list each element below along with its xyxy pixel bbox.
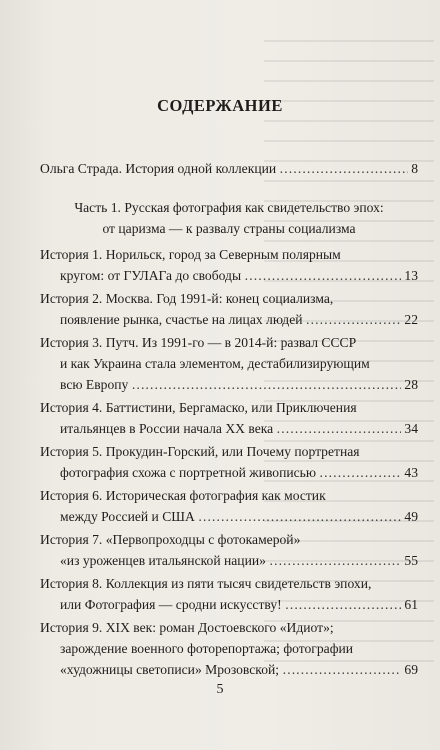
toc-entry-line xyxy=(40,158,418,179)
toc-page-number: 13 xyxy=(404,268,418,283)
toc-page-number: 49 xyxy=(404,509,418,524)
toc-entry-text: История 8. Коллекция из пяти тысяч свидетельств эпохи, xyxy=(40,576,372,591)
toc-entry-line xyxy=(40,659,418,680)
toc-page-number: 43 xyxy=(404,465,418,480)
toc-entry-text: или Фотография — сродни искусству! xyxy=(60,597,282,612)
toc-page-number: 22 xyxy=(404,312,418,327)
toc-entry-line xyxy=(40,506,418,527)
toc-entry-story-4[interactable] xyxy=(40,397,418,439)
toc-entry-line xyxy=(40,288,418,309)
toc-entry-line xyxy=(40,353,418,374)
toc-entry-line xyxy=(40,418,418,439)
toc-entry-text: всю Европу xyxy=(60,377,129,392)
toc-entry-story-1[interactable] xyxy=(40,244,418,286)
leader-dots xyxy=(269,550,401,571)
toc-page-number: 69 xyxy=(404,662,418,677)
toc-entry-text: и как Украина стала элементом, дестабилизирующим xyxy=(60,356,370,371)
toc-entry-line xyxy=(40,617,418,638)
toc-entry-intro[interactable] xyxy=(40,158,418,179)
toc-entry-text: фотография схожа с портретной живописью xyxy=(60,465,317,480)
toc-page-number: 28 xyxy=(404,377,418,392)
toc-entry-text: История 1. Норильск, город за Северным полярным xyxy=(40,247,341,262)
toc-entry-line xyxy=(40,441,418,462)
toc-entry-story-5[interactable] xyxy=(40,441,418,483)
toc-entry-text: История 9. XIX век: роман Достоевского «Идиот»; xyxy=(40,620,334,635)
toc-entry-line xyxy=(40,309,418,330)
toc-entry-line xyxy=(40,573,418,594)
toc-entry-story-9[interactable] xyxy=(40,617,418,680)
toc-entry-line xyxy=(40,550,418,571)
leader-dots xyxy=(276,418,401,439)
toc-entry-story-7[interactable] xyxy=(40,529,418,571)
leader-dots xyxy=(319,462,401,483)
toc-page-number: 34 xyxy=(404,421,418,436)
toc-entry-text: появление рынка, счастье на лицах людей xyxy=(60,312,303,327)
toc-entry-text: История 4. Баттистини, Бергамаско, или Приключения xyxy=(40,400,357,415)
leader-dots xyxy=(306,309,402,330)
toc-entry-text: История 2. Москва. Год 1991-й: конец социализма, xyxy=(40,291,334,306)
toc-entry-line xyxy=(40,374,418,395)
toc-entry-story-6[interactable] xyxy=(40,485,418,527)
toc-entry-text: «художницы светописи» Мрозовской; xyxy=(60,662,280,677)
part-heading-line-1: Часть 1. Русская фотография как свидетельство эпох: xyxy=(74,200,384,215)
contents-title: СОДЕРЖАНИЕ xyxy=(157,96,283,115)
toc-entry-story-3[interactable] xyxy=(40,332,418,395)
leader-dots xyxy=(244,265,401,286)
toc-entry-text: История 6. Историческая фотография как мостик xyxy=(40,488,326,503)
leader-dots xyxy=(198,506,402,527)
toc-entry-line xyxy=(40,244,418,265)
toc-entry-text: между Россией и США xyxy=(60,509,195,524)
leader-dots xyxy=(131,374,401,395)
leader-dots xyxy=(285,594,402,615)
toc-entry-line xyxy=(40,332,418,353)
toc-entry-text: итальянцев в России начала XX века xyxy=(60,421,274,436)
toc-entry-line xyxy=(40,462,418,483)
toc-entry-story-8[interactable] xyxy=(40,573,418,615)
toc-entry-text: «из уроженцев итальянской нации» xyxy=(60,553,266,568)
leader-dots xyxy=(282,659,401,680)
part-heading-line-2: от царизма — к развалу страны социализма xyxy=(102,221,356,236)
part-heading xyxy=(40,197,418,239)
toc-entry-line xyxy=(40,265,418,286)
toc-entry-text: зарождение военного фоторепортажа; фотографии xyxy=(60,641,354,656)
toc-page-number: 61 xyxy=(404,597,418,612)
leader-dots xyxy=(279,158,408,179)
toc-page-number: 8 xyxy=(411,161,418,176)
toc-entry-text: кругом: от ГУЛАГа до свободы xyxy=(60,268,242,283)
toc-entry-text: Ольга Страда. История одной коллекции xyxy=(40,161,277,176)
toc-entry-text: История 5. Прокудин-Горский, или Почему портретная xyxy=(40,444,360,459)
toc-entry-text: История 3. Путч. Из 1991-го — в 2014-й: развал СССР xyxy=(40,335,357,350)
toc-entry-line xyxy=(40,485,418,506)
toc-entry-text: История 7. «Первопроходцы с фотокамерой» xyxy=(40,532,301,547)
page-number: 5 xyxy=(216,682,224,697)
toc-entry-line xyxy=(40,529,418,550)
toc-entry-line xyxy=(40,638,418,659)
toc-entry-line xyxy=(40,397,418,418)
toc-entry-line xyxy=(40,594,418,615)
toc-page-number: 55 xyxy=(404,553,418,568)
toc-entry-story-2[interactable] xyxy=(40,288,418,330)
